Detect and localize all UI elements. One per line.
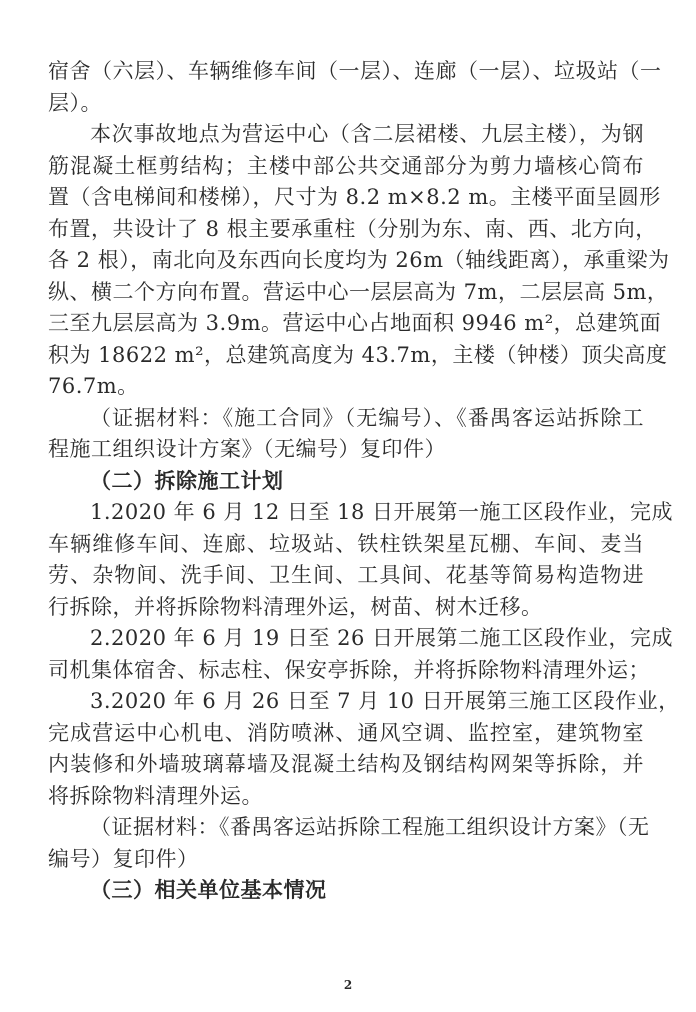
text-line: 布置，共设计了 8 根主要承重柱（分别为东、南、西、北方向，: [48, 216, 657, 241]
evidence-note: 程施工组织设计方案》（无编号）复印件）: [48, 437, 446, 461]
text-line: 2.2020 年 6 月 19 日至 26 日开展第二施工区段作业，完成: [90, 626, 674, 650]
text-line: 置（含电梯间和楼梯），尺寸为 8.2 m×8.2 m。主楼平面呈圆形: [48, 185, 661, 209]
text-line: 层）。: [48, 90, 102, 115]
evidence-note: （证据材料：《番禺客运站拆除工程施工组织设计方案》（无: [90, 815, 650, 839]
text-line: 76.7m。: [48, 374, 139, 398]
text-line: 积为 18622 m²，总建筑高度为 43.7m，主楼（钟楼）顶尖高度: [48, 342, 668, 367]
text-line: 纵、横二个方向布置。营运中心一层层高为 7m，二层层高 5m，: [48, 279, 669, 304]
text-line: 各 2 根），南北向及东西向长度均为 26m（轴线距离），承重梁为: [48, 248, 670, 272]
text-line: 筋混凝土框剪结构；主楼中部公共交通部分为剪力墙核心筒布: [48, 153, 644, 178]
text-line: 劳、杂物间、洗手间、卫生间、工具间、花基等简易构造物进: [48, 563, 644, 587]
text-line: 1.2020 年 6 月 12 日至 18 日开展第一施工区段作业，完成: [90, 500, 674, 524]
section-heading: （三）相关单位基本情况: [90, 878, 327, 902]
document-body: [48, 56, 680, 907]
text-line: 司机集体宿舍、标志柱、保安亭拆除，并将拆除物料清理外运；: [48, 657, 650, 682]
text-line: 本次事故地点为营运中心（含二层裙楼、九层主楼），为钢: [90, 122, 644, 146]
section-heading: （二）拆除施工计划: [90, 468, 284, 493]
text-line: 行拆除，并将拆除物料清理外运，树苗、树木迁移。: [48, 594, 543, 619]
evidence-note: （证据材料：《施工合同》（无编号）、《番禺客运站拆除工: [90, 405, 644, 430]
text-line: 3.2020 年 6 月 26 日至 7 月 10 日开展第三施工区段作业，: [90, 689, 680, 713]
text-line: 三至九层层高为 3.9m。营运中心占地面积 9946 m²，总建筑面: [48, 311, 662, 335]
text-line: 内装修和外墙玻璃幕墙及混凝土结构及钢结构网架等拆除，并: [48, 752, 644, 776]
evidence-note: 编号）复印件）: [48, 846, 199, 871]
text-line: 宿舍（六层）、车辆维修车间（一层）、连廊（一层）、垃圾站（一: [48, 59, 662, 83]
text-line: 车辆维修车间、连廊、垃圾站、铁柱铁架星瓦棚、车间、麦当: [48, 531, 644, 556]
text-line: 将拆除物料清理外运。: [48, 783, 263, 808]
text-line: 完成营运中心机电、消防喷淋、通风空调、监控室，建筑物室: [48, 720, 644, 745]
page-number: 2: [343, 978, 353, 992]
